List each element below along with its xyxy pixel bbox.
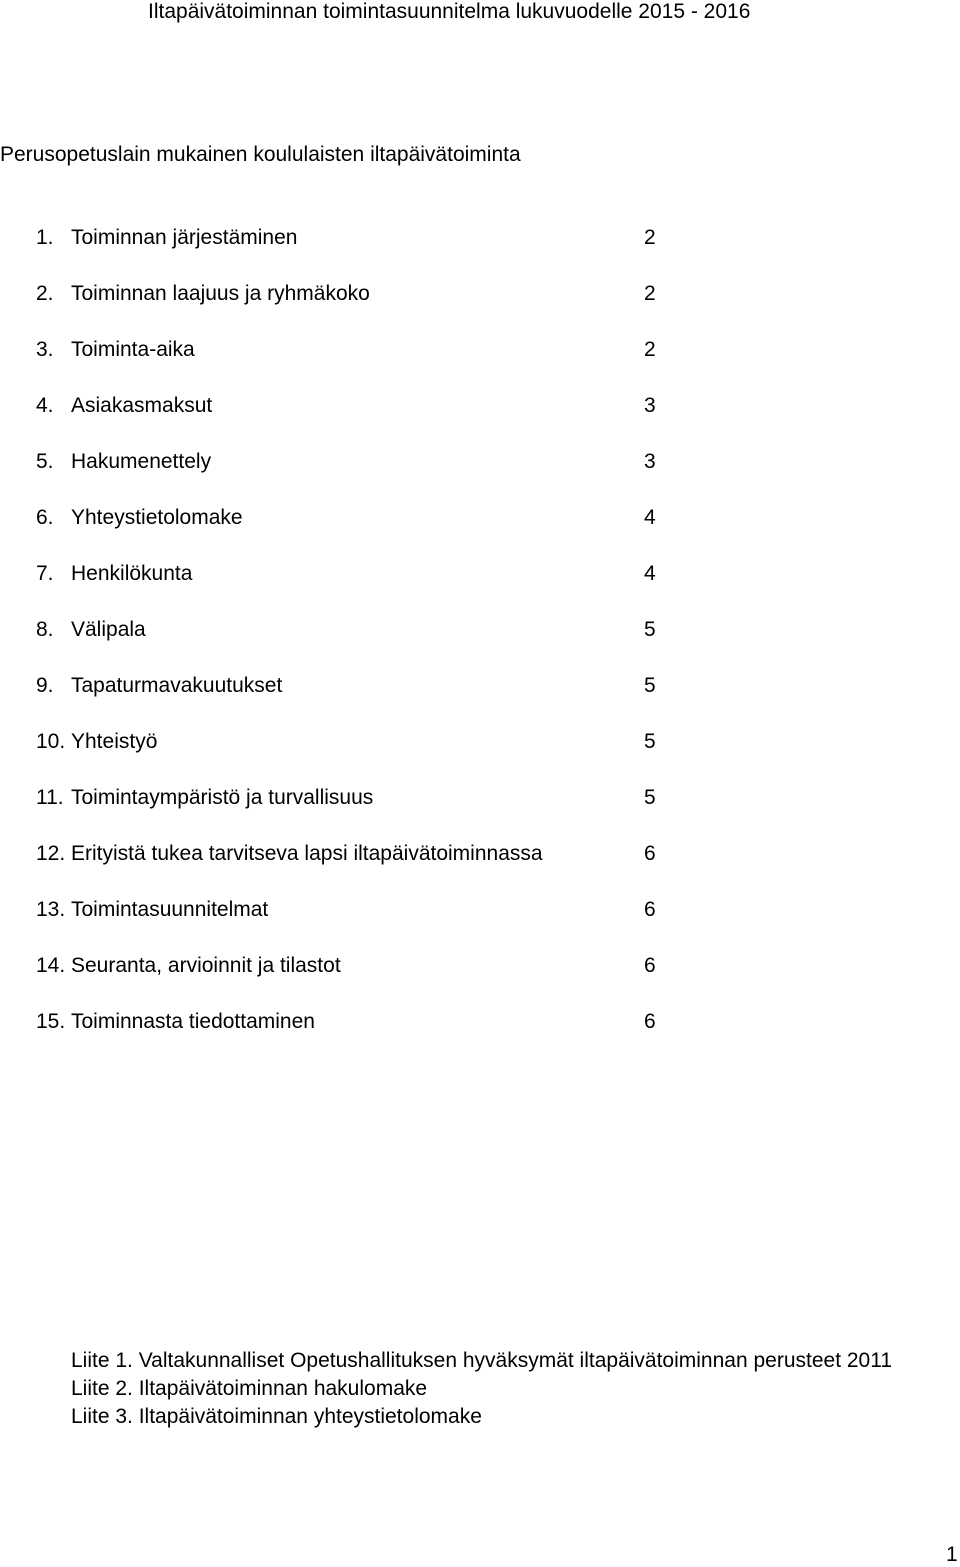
toc-entry-number: 6. [36,506,54,529]
toc-entry-page: 3 [644,450,656,473]
toc-entry [0,730,700,786]
toc-entry [0,338,700,394]
toc-entry-page: 5 [644,786,656,809]
toc-entry-number: 7. [36,562,54,585]
toc-entry-title: Henkilökunta [71,562,193,585]
toc-entry-page: 4 [644,562,656,585]
toc-entry-page: 2 [644,282,656,305]
toc-entry-page: 6 [644,898,656,921]
toc-entry-title: Erityistä tukea tarvitseva lapsi iltapäivätoiminnassa [71,842,543,865]
toc-entry-page: 6 [644,954,656,977]
toc-entry-number: 4. [36,394,54,417]
toc-entry-title: Seuranta, arvioinnit ja tilastot [71,954,341,977]
toc-entry-title: Toiminnan laajuus ja ryhmäkoko [71,282,370,305]
toc-entry-page: 2 [644,226,656,249]
toc-entry-page: 6 [644,842,656,865]
toc-entry-title: Toimintasuunnitelmat [71,898,269,921]
toc-entry-number: 13. [36,898,66,921]
toc-entry-title: Toiminnasta tiedottaminen [71,1010,315,1033]
toc-entry [0,674,700,730]
toc-entry-page: 6 [644,1010,656,1033]
table-of-contents [0,226,700,1066]
toc-entry [0,506,700,562]
toc-entry-title: Yhteistyö [71,730,158,753]
toc-entry-page: 2 [644,338,656,361]
toc-entry-title: Hakumenettely [71,450,212,473]
toc-entry-title: Välipala [71,618,146,641]
toc-entry-number: 14. [36,954,66,977]
toc-entry-title: Asiakasmaksut [71,394,213,417]
toc-entry-number: 5. [36,450,54,473]
toc-entry [0,786,700,842]
toc-entry [0,618,700,674]
toc-entry-number: 8. [36,618,54,641]
page-number: 1 [946,1543,958,1566]
toc-entry-number: 2. [36,282,54,305]
toc-entry [0,954,700,1010]
toc-entry-page: 5 [644,618,656,641]
toc-entry [0,226,700,282]
toc-entry [0,898,700,954]
toc-entry-number: 11. [36,786,64,809]
toc-entry-number: 3. [36,338,54,361]
appendix-item: Liite 2. Iltapäivätoiminnan hakulomake [71,1377,428,1400]
toc-entry-page: 4 [644,506,656,529]
document-subtitle: Perusopetuslain mukainen koululaisten iltapäivätoiminta [0,143,521,166]
toc-entry [0,282,700,338]
toc-entry-number: 10. [36,730,66,753]
toc-entry-page: 3 [644,394,656,417]
page-header-title: Iltapäivätoiminnan toimintasuunnitelma lukuvuodelle 2015 - 2016 [148,0,751,23]
toc-entry-number: 15. [36,1010,66,1033]
toc-entry-title: Toimintaympäristö ja turvallisuus [71,786,374,809]
toc-entry-page: 5 [644,674,656,697]
toc-entry-page: 5 [644,730,656,753]
toc-entry [0,1010,700,1066]
appendix-list [71,1347,892,1431]
toc-entry [0,394,700,450]
appendix-item: Liite 1. Valtakunnalliset Opetushallituksen hyväksymät iltapäivätoiminnan perusteet 2011 [71,1349,893,1372]
toc-entry-number: 9. [36,674,54,697]
toc-entry [0,842,700,898]
toc-entry-number: 1. [36,226,54,249]
toc-entry-title: Toiminta-aika [71,338,195,361]
toc-entry-title: Yhteystietolomake [71,506,243,529]
toc-entry-number: 12. [36,842,66,865]
toc-entry-title: Toiminnan järjestäminen [71,226,298,249]
toc-entry-title: Tapaturmavakuutukset [71,674,283,697]
toc-entry [0,450,700,506]
appendix-item: Liite 3. Iltapäivätoiminnan yhteystietolomake [71,1405,482,1428]
toc-entry [0,562,700,618]
